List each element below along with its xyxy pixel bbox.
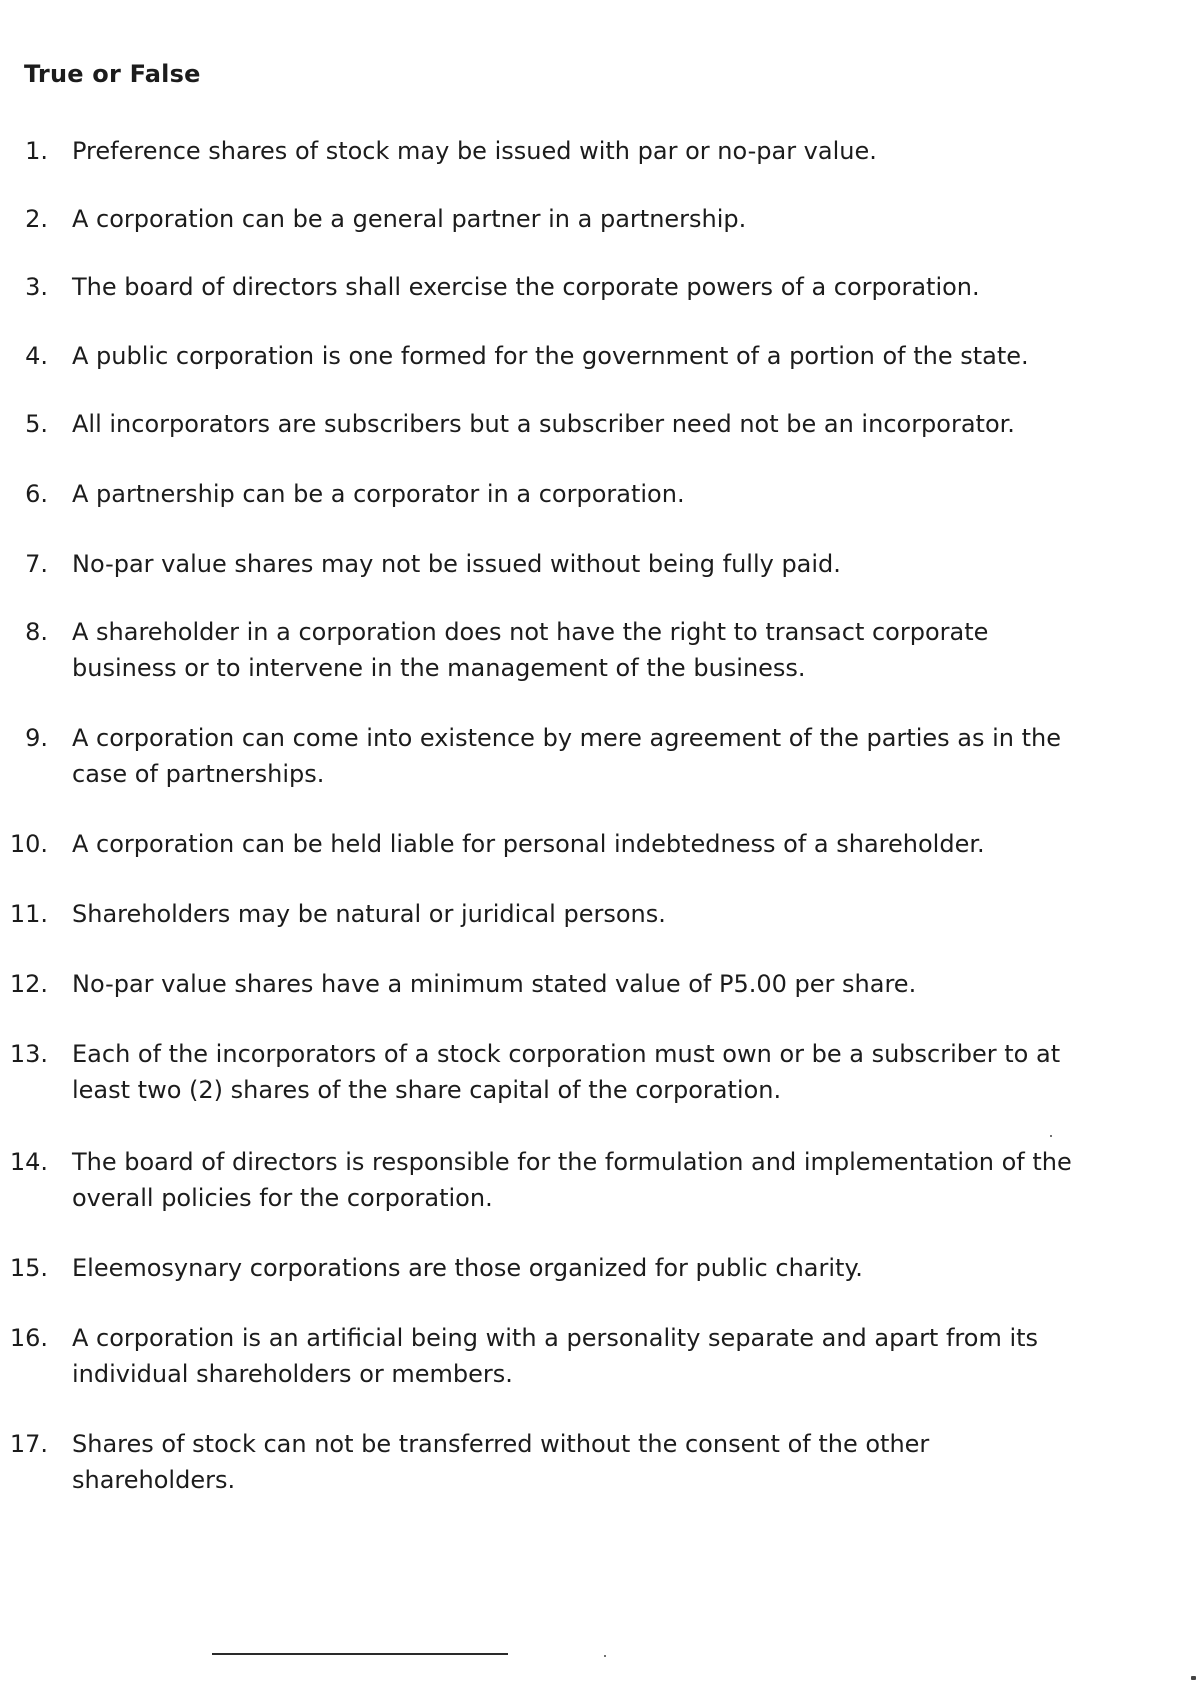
question-text: All incorporators are subscribers but a subscriber need not be an incorporator. — [72, 410, 1015, 438]
question-number: 16. — [9, 1324, 48, 1352]
question-number: 10. — [9, 830, 48, 858]
question-text-line-1: The board of directors is responsible for the formulation and implementation of the — [72, 1148, 1072, 1176]
scan-speck — [1050, 1135, 1052, 1137]
question-text: A corporation can be held liable for personal indebtedness of a shareholder. — [72, 830, 985, 858]
question-text: A public corporation is one formed for the government of a portion of the state. — [72, 342, 1029, 370]
question-number: 4. — [25, 342, 48, 370]
question-text: A partnership can be a corporator in a corporation. — [72, 480, 685, 508]
question-text-line-1: A corporation can come into existence by mere agreement of the parties as in the — [72, 724, 1062, 752]
question-text-line-2: least two (2) shares of the share capital of the corporation. — [72, 1076, 782, 1104]
question-text-line-1: Each of the incorporators of a stock corporation must own or be a subscriber to at — [72, 1040, 1061, 1068]
question-number: 9. — [25, 724, 48, 752]
question-number: 7. — [25, 550, 48, 578]
question-text-line-2: overall policies for the corporation. — [72, 1184, 493, 1212]
question-number: 13. — [9, 1040, 48, 1068]
question-text: The board of directors shall exercise the corporate powers of a corporation. — [72, 273, 980, 301]
question-text-line-2: individual shareholders or members. — [72, 1360, 513, 1388]
footer-rule — [212, 1653, 508, 1655]
question-number: 1. — [25, 137, 48, 165]
question-text-line-2: shareholders. — [72, 1466, 236, 1494]
scan-speck — [1191, 1676, 1196, 1680]
question-number: 12. — [9, 970, 48, 998]
question-text-line-1: A shareholder in a corporation does not have the right to transact corporate — [72, 618, 989, 646]
question-number: 3. — [25, 273, 48, 301]
question-number: 6. — [25, 480, 48, 508]
question-number: 17. — [9, 1430, 48, 1458]
question-number: 14. — [9, 1148, 48, 1176]
question-text-line-1: Shares of stock can not be transferred without the consent of the other — [72, 1430, 930, 1458]
question-text-line-2: case of partnerships. — [72, 760, 325, 788]
question-text: Preference shares of stock may be issued with par or no-par value. — [72, 137, 877, 165]
question-number: 2. — [25, 205, 48, 233]
question-text-line-2: business or to intervene in the management of the business. — [72, 654, 806, 682]
document-heading: True or False — [24, 60, 201, 88]
question-text-line-1: A corporation is an artificial being with a personality separate and apart from its — [72, 1324, 1039, 1352]
question-number: 15. — [9, 1254, 48, 1282]
question-number: 8. — [25, 618, 48, 646]
question-text: Shareholders may be natural or juridical persons. — [72, 900, 666, 928]
question-text: No-par value shares have a minimum stated value of P5.00 per share. — [72, 970, 917, 998]
question-number: 5. — [25, 410, 48, 438]
question-text: No-par value shares may not be issued without being fully paid. — [72, 550, 841, 578]
question-number: 11. — [9, 900, 48, 928]
scan-speck — [604, 1655, 606, 1657]
question-text: Eleemosynary corporations are those organized for public charity. — [72, 1254, 863, 1282]
question-text: A corporation can be a general partner in a partnership. — [72, 205, 747, 233]
